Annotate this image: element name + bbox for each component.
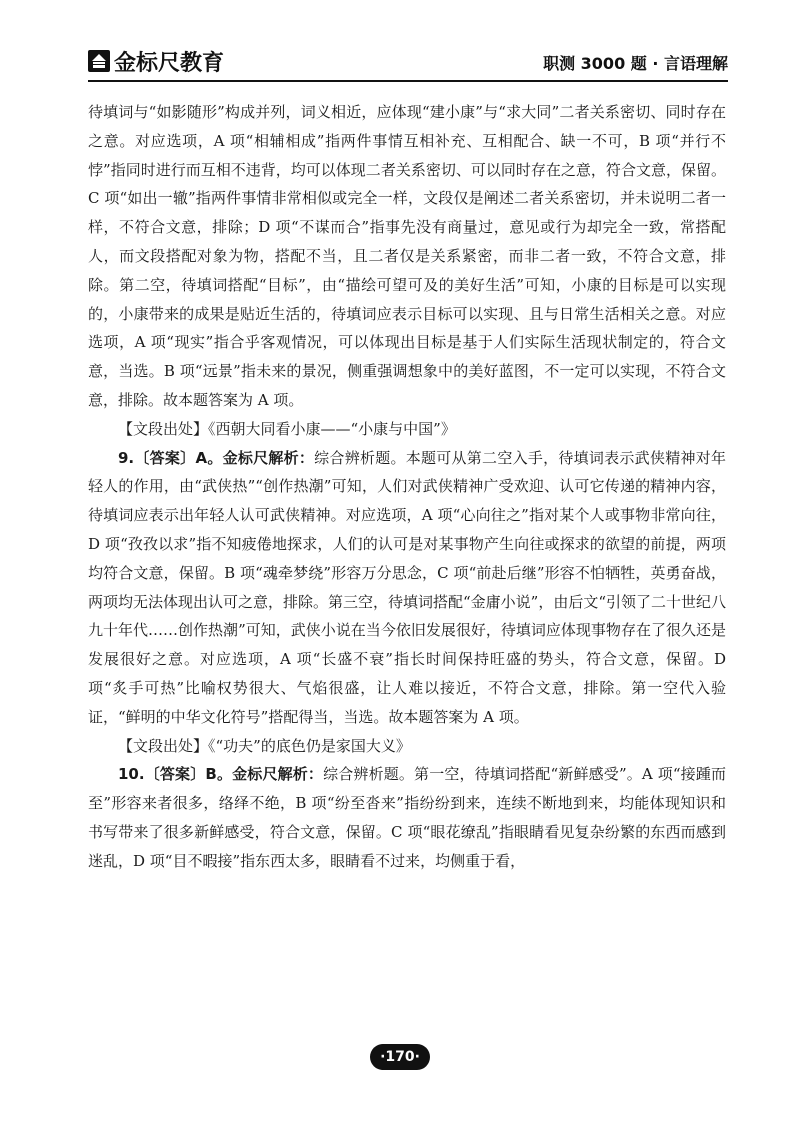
page-header	[88, 44, 728, 82]
answer-q9	[88, 444, 726, 732]
analysis-label-q10: 金标尺解析：	[232, 765, 324, 784]
page-number: ·170·	[370, 1044, 430, 1070]
analysis-label-q9: 金标尺解析：	[222, 448, 315, 467]
paragraph-explanation-q8: 待填词与“如影随形”构成并列，词义相近，应体现“建小康”与“求大同”二者关系密切、同时存在之意。对应选项，A 项“相辅相成”指两件事情互相补充、互相配合、缺一不可，B 项“并行不悖”指同时进行而互相不违背，均可以体现二者关系密切、可以同时存在之意，符合文意，保留。C 项“如出一辙”指两件事情非常相似或完全一样，文段仅是阐述二者关系密切，并未说明二者一样，不符合文意，排除；D 项“不谋而合”指事先没有商量过，意见或行为却完全一致，常搭配人，而文段搭配对象为物，搭配不当，且二者仅是关系紧密，而非二者一致，不符合文意，排除。第二空，待填词搭配“目标”，由“描绘可望可及的美好生活”可知，小康的目标是可以实现的，小康带来的成果是贴近生活的，待填词应表示目标可以实现、且与日常生活相关之意。对应选项，A 项“现实”指合乎客观情况，可以体现出目标是基于人们实际生活现状制定的，符合文意，当选。B 项“远景”指未来的景况，侧重强调想象中的美好蓝图，不一定可以实现，不符合文意，排除。故本题答案为 A 项。	[88, 103, 726, 409]
answer-label-q10: 10.〔答案〕B。	[118, 765, 233, 784]
analysis-text-q9: 综合辨析题。本题可从第二空入手，待填词表示武侠精神对年轻人的作用，由“武侠热”“创作热潮”可知，人们对武侠精神广受欢迎、认可它传递的精神内容，待填词应表示出年轻人认可武侠精神。对应选项，A 项“心向往之”指对某个人或事物非常向往，D 项“孜孜以求”指不知疲倦地探求，人们的认可是对某事物产生向往或探求的欲望的前提，两项均符合文意，保留。B 项“魂牵梦绕”形容万分思念，C 项“前赴后继”形容不怕牺牲，英勇奋战，两项均无法体现出认可之意，排除。第三空，待填词搭配“金庸小说”，由后文“引领了二十世纪八九十年代……创作热潮”可知，武侠小说在当今依旧发展很好，待填词应体现事物存在了很久还是发展很好之意。对应选项，A 项“长盛不衰”指长时间保持旺盛的势头，符合文意，保留。D 项“炙手可热”比喻权势很大、气焰很盛，让人难以接近，不符合文意，排除。第一空代入验证，“鲜明的中华文化符号”搭配得当，当选。故本题答案为 A 项。	[88, 448, 727, 726]
answer-q10	[88, 760, 726, 875]
source-citation-q9: 【文段出处】《“功夫”的底色仍是家国大义》	[118, 736, 411, 755]
brand-name: 金标尺教育	[114, 50, 225, 76]
answer-label-q9: 9.〔答案〕A。	[118, 448, 223, 467]
page-content	[88, 98, 726, 876]
header-divider	[88, 80, 728, 82]
brand	[88, 48, 224, 74]
analysis-text-q10: 综合辨析题。第一空，待填词搭配“新鲜感受”。A 项“接踵而至”形容来者很多，络绎不绝，B 项“纷至沓来”指纷纷到来，连续不断地到来，均能体现知识和书写带来了很多新鲜感受，符合文意，保留。C 项“眼花缭乱”指眼睛看见复杂纷繁的东西而感到迷乱，D 项“目不暇接”指东西太多，眼睛看不过来，均侧重于看，	[88, 765, 726, 870]
brand-logo-icon	[88, 50, 110, 72]
book-title: 职测 3000 题 · 言语理解	[543, 54, 728, 73]
source-citation-q8: 【文段出处】《西朝大同看小康——“小康与中国”》	[118, 419, 456, 438]
